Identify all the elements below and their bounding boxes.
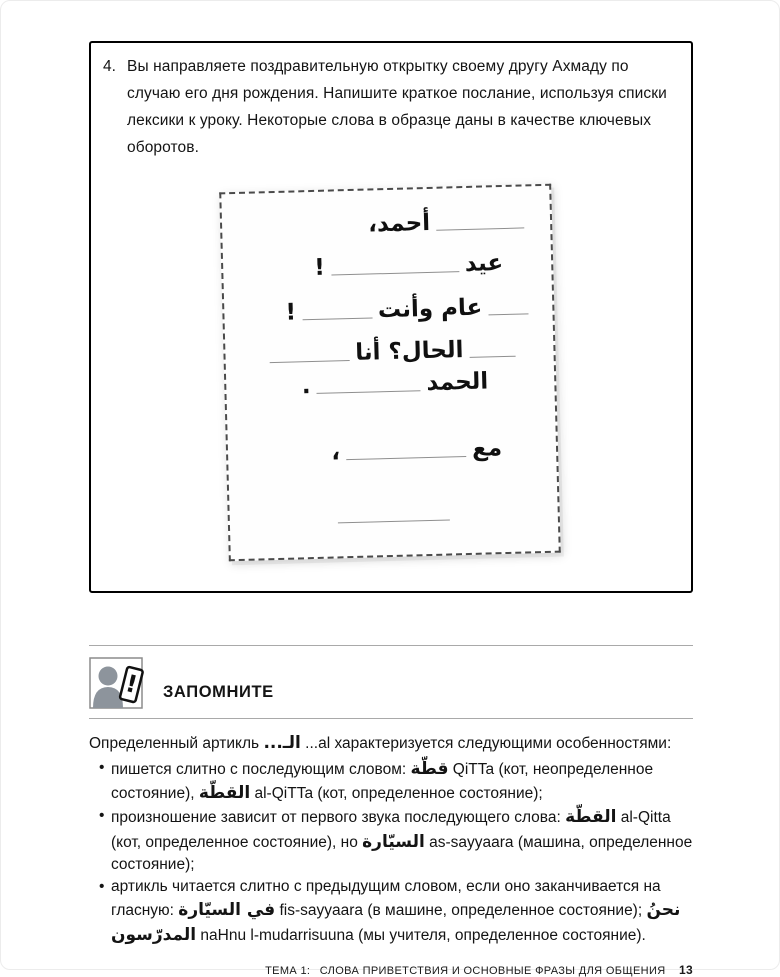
bullet-item [89,876,693,947]
remember-rule-top [89,645,693,646]
postcard-arabic-text: مع [471,434,503,462]
postcard-card [219,183,561,561]
footer-chapter-title: СЛОВА ПРИВЕТСТВИЯ И ОСНОВНЫЕ ФРАЗЫ ДЛЯ ОБЩЕНИЯ [319,964,666,977]
person-note-icon-svg [89,656,147,710]
arabic-word: نحنُ المدرّسون [111,900,681,945]
text-run: fis-sayyaara (в машине, определенное состояние); [275,902,647,920]
text-run: артикль читается слитно с предыдущим словом, если оно заканчивается на гласную: [111,878,661,920]
bullet-marker: • [99,807,105,825]
text-run: al-Qitta (кот, определенное состояние), но [111,809,671,851]
postcard-arabic-text: أحمد، [367,209,431,238]
handwriting-blank-line [338,517,450,523]
text-run: Определенный артикль [89,734,264,752]
postcard-line [246,366,535,403]
person-note-icon [89,656,147,710]
handwriting-blank-line [436,225,524,230]
handwriting-blank-line [346,454,466,460]
postcard-line [244,292,533,329]
text-run: QiTTa (кот, неопределенное состояние), [111,760,654,803]
remember-header [89,656,693,710]
handwriting-blank-line [470,353,516,357]
bullet-text [111,805,693,876]
handwriting-blank-line [317,388,421,394]
remember-rule-bottom [89,718,693,719]
postcard-line [243,248,532,285]
postcard-line [248,433,537,470]
handwriting-blank-line [302,315,372,320]
bullet-item [89,757,693,806]
exercise-box [89,41,693,593]
text-run: произношение зависит от первого звука последующего слова: [111,809,566,827]
postcard-arabic-text: ! [285,299,297,326]
postcard-line [249,496,538,533]
text-run: ...al характеризуется следующими особенностями: [300,734,672,752]
remember-body [89,731,693,947]
footer-theme-label: ТЕМА 1: [265,964,311,977]
postcard-arabic-text: الحال؟ أنا [354,336,464,366]
postcard-arabic-text: ، [331,439,341,466]
postcard-arabic-text: عيد [464,249,504,277]
bullet-item [89,805,693,876]
text-run: al-QiTTa (кот, определенное состояние); [250,785,543,803]
postcard-arabic-text: عام وأنت [377,294,483,324]
exercise-instructions: Вы направляете поздравительную открытку своему другу Ахмаду по случаю его дня рождения. Напишите краткое послание, используя списки лексики к уроку. Некоторые слова в образце даны в качестве ключевых оборотов. [127,58,667,157]
exercise-row [103,53,677,162]
text-run: naHnu l-mudarrisuuna (мы учителя, определенное состояние). [196,926,646,944]
arabic-word: القطّة [198,783,251,804]
bullet-marker: • [99,758,105,776]
textbook-page [1,1,779,977]
bullet-text [111,757,693,806]
postcard-arabic-text: الحمد [426,368,489,396]
arabic-word: قطّة [410,758,449,779]
text-run: as-sayyaara (машина, определенное состояние); [111,833,693,873]
arabic-word: السيّارة [362,831,425,852]
remember-intro [89,731,693,755]
postcard-line [245,334,534,371]
arabic-word: في السيّارة [178,900,276,921]
postcard-line [242,206,531,243]
remember-title: ЗАПОМНИТЕ [163,682,274,701]
postcard-arabic-text: . [301,372,311,400]
postcard-arabic-text: ! [314,254,326,281]
arabic-word: الـ... [263,732,301,753]
postcard-illustration [219,183,561,561]
exercise-number: 4. [103,58,116,75]
arabic-word: القطّة [565,807,617,828]
svg-text:!: ! [122,668,141,699]
handwriting-blank-line [269,358,349,363]
text-run: пишется слитно с последующим словом: [111,760,411,778]
bullet-text [111,876,693,947]
bullet-marker: • [99,878,105,896]
handwriting-blank-line [488,311,528,315]
footer-page-number: 13 [678,962,693,977]
handwriting-blank-line [331,269,459,275]
